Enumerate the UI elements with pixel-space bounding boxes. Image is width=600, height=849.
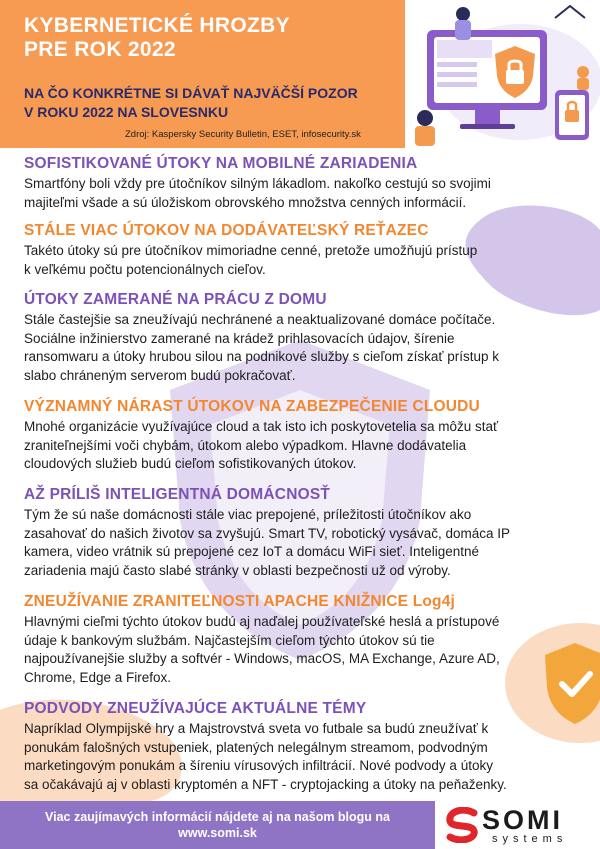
section-scams xyxy=(24,699,584,794)
page-title xyxy=(24,14,290,62)
section-smart-home xyxy=(24,485,584,580)
logo-subtext: systems xyxy=(492,833,568,845)
section-log4j xyxy=(24,592,584,687)
section-supply-chain xyxy=(24,221,584,279)
section-title: VÝZNAMNÝ NÁRAST ÚTOKOV NA ZABEZPEČENIE CLOUDU xyxy=(24,398,480,415)
section-cloud xyxy=(24,397,584,474)
section-text: Mnohé organizácie využívajúce cloud a tak isto ich poskytovetelia sa môžu stať zraniteľnejšími voči chybám, útokom alebo výpadkom. Hlavne dodávatelia cloudových služieb budú cieľom sofistikovaných útokov. xyxy=(24,419,499,472)
section-title: SOFISTIKOVANÉ ÚTOKY NA MOBILNÉ ZARIADENIA xyxy=(24,155,418,172)
section-title: STÁLE VIAC ÚTOKOV NA DODÁVATEĽSKÝ REŤAZEC xyxy=(24,222,429,239)
somi-logo-icon xyxy=(444,807,480,843)
section-text: Tým že sú naše domácnosti stále viac prepojené, príležitosti útočníkov ako zasahovať do našich životov sa zvyšujú. Smart TV, robotický vysávač, domáca IP kamera, video vrátnik sú prepojené cez IoT a domácu WiFi sieť. Inteligentné zariadenia majú často slabé stránky v oblasti bezpečnosti už od výroby. xyxy=(24,507,511,578)
section-title: ÚTOKY ZAMERANÉ NA PRÁCU Z DOMU xyxy=(24,291,327,308)
header xyxy=(0,0,600,148)
blog-link[interactable]: www.somi.sk xyxy=(178,826,257,840)
somi-logo[interactable] xyxy=(440,801,600,849)
page-subtitle xyxy=(24,84,358,122)
title-line-2: PRE ROK 2022 xyxy=(24,38,176,61)
header-panel xyxy=(0,0,405,148)
subtitle-line-1: NA ČO KONKRÉTNE SI DÁVAŤ NAJVÄČŠÍ POZOR xyxy=(24,85,358,101)
footer xyxy=(0,801,600,849)
subtitle-line-2: V ROKU 2022 NA SLOVESNKU xyxy=(24,104,229,120)
footer-text xyxy=(0,809,435,841)
footer-line-1: Viac zaujímavých informácií nájdete aj na našom blogu na xyxy=(44,810,390,824)
section-text: Hlavnými cieľmi týchto útokov budú aj naďalej používateľské heslá a prístupové údaje k bankovým službám. Najčastejším cieľom týchto útokov sú tie najpoužívanejšie služby a softvér - Windows, macOS, MA Exchange, Azure AD, Chrome, Edge a Firefox. xyxy=(24,614,500,685)
section-mobile xyxy=(24,154,584,212)
section-text: Stále častejšie sa zneužívajú nechránené a neaktualizované domáce počítače. Sociálne inžinierstvo zamerané na krádež prihlasovacích údajov, šírenie ransomwaru a útoky hrubou silou na podnikové služby s cieľom získať prístup k slabo chráneným serverom budú pokračovať. xyxy=(24,312,499,383)
section-text: Smartfóny boli vždy pre útočníkov silným lákadlom. nakoľko cestujú so svojimi majiteľmi všade a sú úložiskom obrovského množstva cenných informácií. xyxy=(24,176,491,210)
section-title: AŽ PRÍLIŠ INTELIGENTNÁ DOMÁCNOSŤ xyxy=(24,486,331,503)
footer-bar xyxy=(0,801,435,849)
security-illustration xyxy=(405,0,600,148)
logo-brand: SOMI xyxy=(482,805,564,835)
section-text: Napríklad Olympijské hry a Majstrovstvá sveta vo futbale sa budú zneužívať k ponukám falošných vstupeniek, platených nelegálnym streamom, podvodným marketingovým ponukám a šíreniu vírusových infiltrácií. Nové podvody a útoky sa očakávajú aj v oblasti kryptomén a NFT - cryptojacking a útoky na peňaženky. xyxy=(24,721,507,792)
section-text: Takéto útoky sú pre útočníkov mimoriadne cenné, pretože umožňujú prístup k veľkému počtu potencionálnych cieľov. xyxy=(24,243,478,277)
section-title: PODVODY ZNEUŽÍVAJÚCE AKTUÁLNE TÉMY xyxy=(24,700,367,717)
title-line-1: KYBERNETICKÉ HROZBY xyxy=(24,14,290,37)
section-work-from-home xyxy=(24,290,584,385)
section-title: ZNEUŽÍVANIE ZRANITEĽNOSTI APACHE KNIŽNICE Log4j xyxy=(24,593,456,610)
source-note: Zdroj: Kaspersky Security Bulletin, ESET, infosecurity.sk xyxy=(125,129,361,140)
